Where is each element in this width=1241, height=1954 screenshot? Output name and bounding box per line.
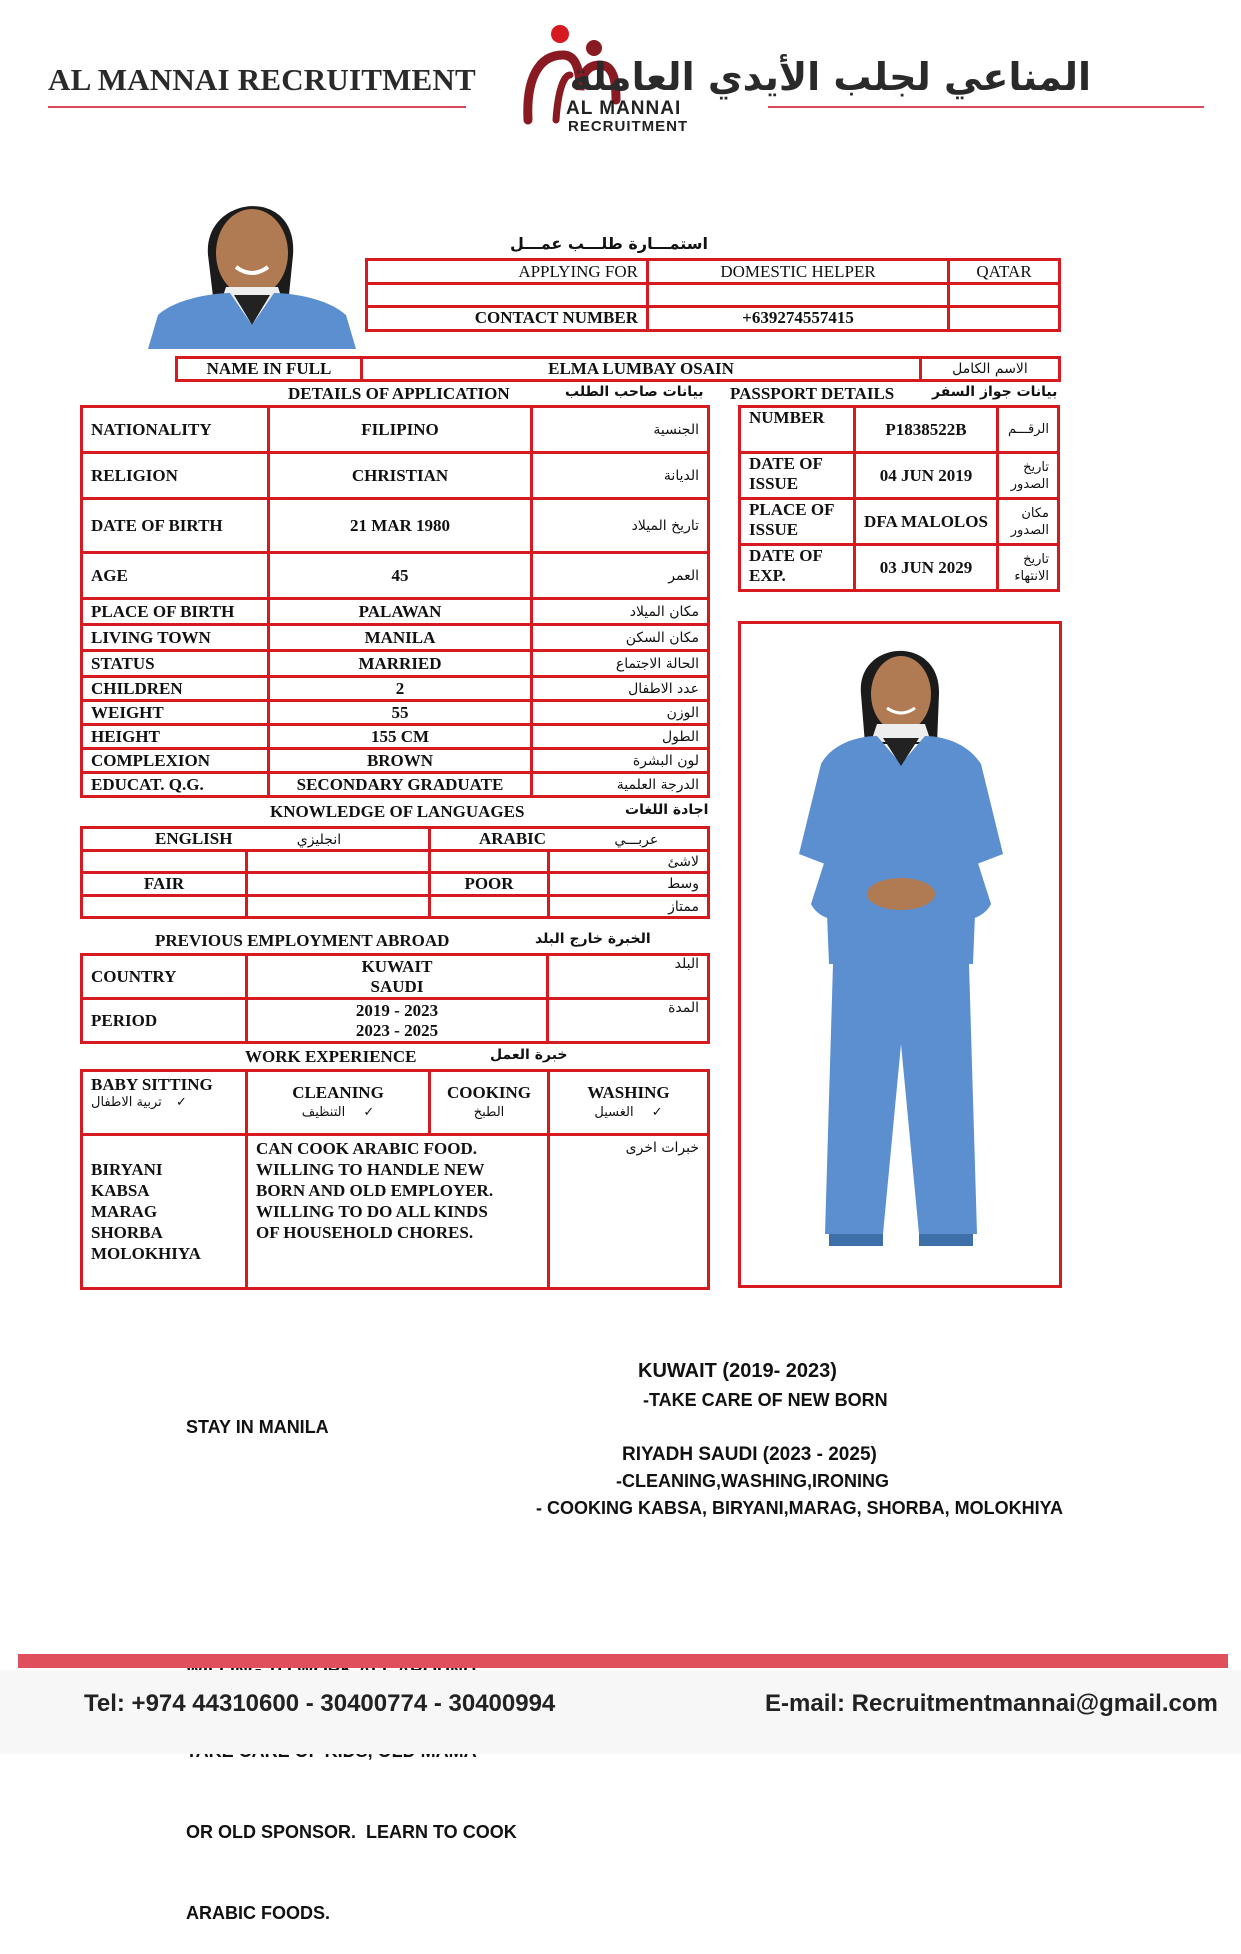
washing-cell: WASHING الغسيل ✓	[549, 1071, 709, 1135]
detail-label-arabic: تاريخ الميلاد	[532, 499, 709, 553]
detail-label-arabic: مكان الميلاد	[532, 599, 709, 625]
detail-label-arabic: الديانة	[532, 453, 709, 499]
table-row	[82, 553, 709, 599]
table-row	[82, 625, 709, 651]
other-experience-arabic: خبرات اخرى	[549, 1135, 709, 1289]
country-value-2: SAUDI	[370, 976, 424, 996]
cooking-cell: COOKING الطبخ	[430, 1071, 549, 1135]
footer-telephone: Tel: +974 44310600 - 30400774 - 30400994	[84, 1690, 556, 1717]
passport-heading-arabic: بيانات جواز السفر	[932, 384, 1058, 400]
table-row	[740, 407, 1059, 453]
detail-value: CHRISTIAN	[269, 453, 532, 499]
english-level: FAIR	[82, 873, 247, 896]
country-label: COUNTRY	[82, 955, 247, 999]
details-heading: DETAILS OF APPLICATION	[288, 384, 510, 403]
level-mid-arabic: وسط	[549, 873, 709, 896]
list-item: OF HOUSEHOLD CHORES.	[256, 1223, 474, 1242]
passport-label-arabic: تاريخ الصدور	[998, 453, 1059, 499]
kuwait-experience-task: -TAKE CARE OF NEW BORN	[643, 1390, 888, 1410]
detail-value: 45	[269, 553, 532, 599]
table-row	[82, 499, 709, 553]
detail-label-arabic: لون البشرة	[532, 749, 709, 773]
languages-table	[80, 826, 710, 919]
detail-label: NATIONALITY	[82, 407, 269, 453]
work-experience-table	[80, 1069, 710, 1290]
table-row	[82, 773, 709, 797]
baby-sitting-check-icon: ✓	[175, 1095, 187, 1110]
header-underline-left	[48, 106, 466, 108]
list-item: SHORBA	[91, 1223, 163, 1242]
applicant-portrait-photo	[148, 175, 356, 349]
detail-label: AGE	[82, 553, 269, 599]
detail-label-arabic: العمر	[532, 553, 709, 599]
detail-value: BROWN	[269, 749, 532, 773]
empty-cell	[247, 851, 430, 873]
level-none-arabic: لاشئ	[549, 851, 709, 873]
passport-table	[738, 405, 1060, 592]
detail-label: LIVING TOWN	[82, 625, 269, 651]
detail-label: COMPLEXION	[82, 749, 269, 773]
period-value-2: 2023 - 2025	[355, 1020, 439, 1040]
empty-cell	[430, 896, 549, 918]
detail-label: CHILDREN	[82, 677, 269, 701]
passport-label-arabic: تاريخ الانتهاء	[998, 545, 1059, 591]
logo-text-line2: RECRUITMENT	[568, 118, 689, 135]
full-name-value: ELMA LUMBAY OSAIN	[362, 358, 921, 381]
detail-label: EDUCAT. Q.G.	[82, 773, 269, 797]
table-row	[740, 453, 1059, 499]
note-line	[186, 1495, 517, 1522]
full-name-label-arabic: الاسم الكامل	[921, 358, 1060, 381]
passport-value: 04 JUN 2019	[855, 453, 998, 499]
employment-heading: PREVIOUS EMPLOYMENT ABROAD	[155, 931, 450, 950]
passport-value: 03 JUN 2029	[855, 545, 998, 591]
other-skills-notes	[247, 1135, 549, 1289]
applicant-full-body-photo	[741, 624, 1059, 1285]
logo-text-line1: AL MANNAI	[566, 98, 682, 119]
cleaning-cell: CLEANING التنظيف ✓	[247, 1071, 430, 1135]
empty-cell	[949, 306, 1060, 330]
detail-label-arabic: الحالة الاجتماع	[532, 651, 709, 677]
country-values	[247, 955, 548, 999]
empty-cell	[430, 851, 549, 873]
detail-value: FILIPINO	[269, 407, 532, 453]
passport-value: P1838522B	[855, 407, 998, 453]
brand-name-english: AL MANNAI RECRUITMENT	[48, 62, 476, 97]
detail-label-arabic: مكان السكن	[532, 625, 709, 651]
detail-label: DATE OF BIRTH	[82, 499, 269, 553]
empty-cell	[82, 896, 247, 918]
empty-cell	[82, 851, 247, 873]
list-item: BIRYANI	[91, 1160, 163, 1179]
brand-name-arabic: المناعي لجلب الأيدي العاملة	[569, 55, 1091, 99]
footer-email: E-mail: Recruitmentmannai@gmail.com	[765, 1690, 1218, 1717]
detail-label: STATUS	[82, 651, 269, 677]
list-item: BORN AND OLD EMPLOYER.	[256, 1181, 494, 1200]
table-row	[740, 545, 1059, 591]
passport-value: DFA MALOLOS	[855, 499, 998, 545]
passport-label: DATE OF EXP.	[740, 545, 855, 591]
contact-number-label: CONTACT NUMBER	[367, 306, 648, 330]
footer-divider-bar	[18, 1654, 1228, 1668]
empty-cell	[247, 896, 430, 918]
baby-sitting-cell: BABY SITTING تربية الاطفال ✓	[82, 1071, 247, 1135]
applying-for-value: DOMESTIC HELPER	[648, 260, 949, 284]
saudi-experience-title: RIYADH SAUDI (2023 - 2025)	[622, 1444, 877, 1465]
list-item: KABSA	[91, 1181, 150, 1200]
table-row	[82, 677, 709, 701]
languages-heading: KNOWLEDGE OF LANGUAGES	[270, 802, 525, 821]
passport-label: DATE OF ISSUE	[740, 453, 855, 499]
contact-number-value: +639274557415	[648, 306, 949, 330]
cleaning-check-icon: ✓	[363, 1104, 375, 1120]
detail-value: 2	[269, 677, 532, 701]
header-underline-right	[768, 106, 1204, 108]
employment-heading-arabic: الخبرة خارج البلد	[535, 931, 651, 947]
passport-label: NUMBER	[740, 407, 855, 453]
details-table	[80, 405, 710, 798]
dishes-list	[82, 1135, 247, 1289]
detail-label-arabic: عدد الاطفال	[532, 677, 709, 701]
detail-value: 155 CM	[269, 725, 532, 749]
detail-value: SECONDARY GRADUATE	[269, 773, 532, 797]
passport-label: PLACE OF ISSUE	[740, 499, 855, 545]
note-line: STAY IN MANILA	[186, 1417, 329, 1437]
details-heading-arabic: بيانات صاحب الطلب	[565, 384, 704, 400]
table-row	[82, 407, 709, 453]
passport-label-arabic: الرقـــم	[998, 407, 1059, 453]
table-row	[82, 701, 709, 725]
work-heading-arabic: خبرة العمل	[490, 1047, 568, 1063]
applicant-full-body-photo-frame	[738, 621, 1062, 1288]
empty-cell	[247, 873, 430, 896]
period-value-1: 2019 - 2023	[355, 1000, 439, 1020]
saudi-experience-task-1: -CLEANING,WASHING,IRONING	[616, 1471, 889, 1491]
period-values	[247, 999, 548, 1043]
list-item: WILLING TO HANDLE NEW	[256, 1160, 485, 1179]
empty-cell	[648, 284, 949, 306]
destination-country: QATAR	[949, 260, 1060, 284]
country-value-1: KUWAIT	[361, 956, 433, 976]
detail-label: PLACE OF BIRTH	[82, 599, 269, 625]
detail-value: 21 MAR 1980	[269, 499, 532, 553]
washing-check-icon: ✓	[651, 1104, 663, 1120]
detail-value: 55	[269, 701, 532, 725]
passport-label-arabic: مكان الصدور	[998, 499, 1059, 545]
detail-value: MARRIED	[269, 651, 532, 677]
list-item: MARAG	[91, 1202, 158, 1221]
work-heading: WORK EXPERIENCE	[245, 1047, 417, 1066]
detail-label-arabic: الطول	[532, 725, 709, 749]
detail-label-arabic: الوزن	[532, 701, 709, 725]
detail-label: RELIGION	[82, 453, 269, 499]
period-label: PERIOD	[82, 999, 247, 1043]
table-row	[740, 499, 1059, 545]
languages-heading-arabic: اجادة اللغات	[625, 802, 709, 818]
application-summary-table	[365, 258, 1061, 332]
detail-value: MANILA	[269, 625, 532, 651]
applying-for-label: APPLYING FOR	[367, 260, 648, 284]
empty-cell	[949, 284, 1060, 306]
detail-label: HEIGHT	[82, 725, 269, 749]
full-name-label: NAME IN FULL	[177, 358, 362, 381]
english-header: ENGLISH انجليزي	[82, 828, 430, 851]
note-line	[186, 1576, 517, 1603]
arabic-level: POOR	[430, 873, 549, 896]
passport-heading: PASSPORT DETAILS	[730, 384, 895, 403]
detail-label-arabic: الدرجة العلمية	[532, 773, 709, 797]
table-row	[82, 651, 709, 677]
table-row	[82, 599, 709, 625]
list-item: CAN COOK ARABIC FOOD.	[256, 1139, 478, 1158]
detail-label-arabic: الجنسية	[532, 407, 709, 453]
form-title-arabic: استمـــارة طلـــب عمـــل	[510, 234, 708, 253]
table-row	[82, 725, 709, 749]
detail-value: PALAWAN	[269, 599, 532, 625]
country-label-arabic: البلد	[548, 955, 709, 999]
period-label-arabic: المدة	[548, 999, 709, 1043]
note-line: ARABIC FOODS.	[186, 1903, 330, 1923]
table-row	[82, 453, 709, 499]
kuwait-experience-title: KUWAIT (2019- 2023)	[638, 1360, 837, 1382]
detail-label: WEIGHT	[82, 701, 269, 725]
employment-table	[80, 953, 710, 1044]
empty-cell	[367, 284, 648, 306]
list-item: WILLING TO DO ALL KINDS	[256, 1202, 488, 1221]
table-row	[82, 749, 709, 773]
list-item: MOLOKHIYA	[91, 1244, 201, 1263]
arabic-header: ARABIC عربـــي	[430, 828, 709, 851]
saudi-experience-task-2: - COOKING KABSA, BIRYANI,MARAG, SHORBA, MOLOKHIYA	[536, 1498, 1064, 1518]
full-name-table	[175, 356, 1061, 382]
note-line: OR OLD SPONSOR. LEARN TO COOK	[186, 1822, 517, 1842]
level-excellent-arabic: ممتاز	[549, 896, 709, 918]
